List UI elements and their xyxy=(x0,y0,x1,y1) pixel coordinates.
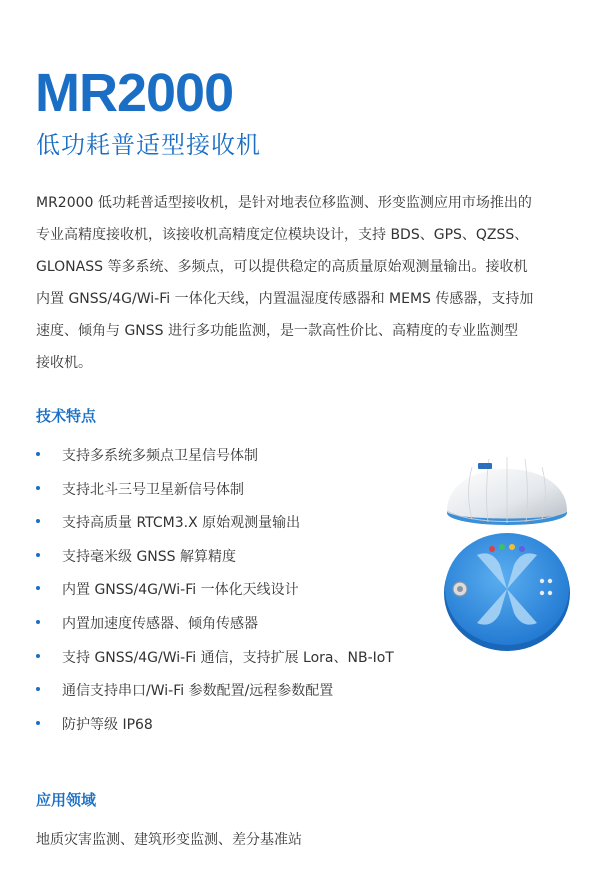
feature-text: 防护等级 IP68 xyxy=(62,716,153,733)
list-item xyxy=(36,675,394,709)
dot-bullet-icon xyxy=(36,687,40,691)
dot-bullet-icon xyxy=(36,486,40,490)
applications-text: 地质灾害监测、建筑形变监测、差分基准站 xyxy=(36,832,302,848)
feature-text: 支持毫米级 GNSS 解算精度 xyxy=(62,548,236,565)
dot-bullet-icon xyxy=(36,654,40,658)
dot-bullet-icon xyxy=(36,452,40,456)
list-item xyxy=(36,574,394,608)
intro-line: 内置 GNSS/4G/Wi-Fi 一体化天线，内置温湿度传感器和 MEMS 传感器，支持加 xyxy=(36,291,534,307)
product-subtitle: 低功耗普适型接收机 xyxy=(36,131,261,159)
applications-heading: 应用领域 xyxy=(36,791,97,809)
feature-text: 支持 GNSS/4G/Wi-Fi 通信，支持扩展 Lora、NB-IoT xyxy=(62,649,394,666)
list-item xyxy=(36,608,394,642)
intro-line: MR2000 低功耗普适型接收机，是针对地表位移监测、形变监测应用市场推出的 xyxy=(36,195,532,211)
dot-bullet-icon xyxy=(36,553,40,557)
feature-text: 通信支持串口/Wi-Fi 参数配置/远程参数配置 xyxy=(62,683,334,700)
dot-bullet-icon xyxy=(36,519,40,523)
list-item xyxy=(36,507,394,541)
intro-paragraph xyxy=(36,187,566,379)
features-list xyxy=(36,440,394,742)
list-item xyxy=(36,440,394,474)
feature-text: 内置加速度传感器、倾角传感器 xyxy=(62,615,258,632)
dot-bullet-icon xyxy=(36,721,40,725)
feature-text: 支持多系统多频点卫星信号体制 xyxy=(62,448,258,464)
feature-text: 内置 GNSS/4G/Wi-Fi 一体化天线设计 xyxy=(62,582,299,599)
list-item xyxy=(36,541,394,575)
list-item xyxy=(36,474,394,508)
model-title: MR2000 xyxy=(35,63,234,123)
intro-line: 接收机。 xyxy=(36,355,92,371)
intro-line: 专业高精度接收机，该接收机高精度定位模块设计，支持 BDS、GPS、QZSS、 xyxy=(36,227,529,243)
feature-text: 支持北斗三号卫星新信号体制 xyxy=(62,481,244,498)
dot-bullet-icon xyxy=(36,620,40,624)
dot-bullet-icon xyxy=(36,586,40,590)
list-item xyxy=(36,709,394,743)
list-item xyxy=(36,642,394,676)
features-heading: 技术特点 xyxy=(36,407,97,425)
intro-line: 速度、倾角与 GNSS 进行多功能监测，是一款高性价比、高精度的专业监测型 xyxy=(36,323,518,339)
receiver-device-image xyxy=(432,425,582,655)
feature-text: 支持高质量 RTCM3.X 原始观测量输出 xyxy=(62,515,301,532)
intro-line: GLONASS 等多系统、多频点，可以提供稳定的高质量原始观测量输出。接收机 xyxy=(36,259,528,275)
